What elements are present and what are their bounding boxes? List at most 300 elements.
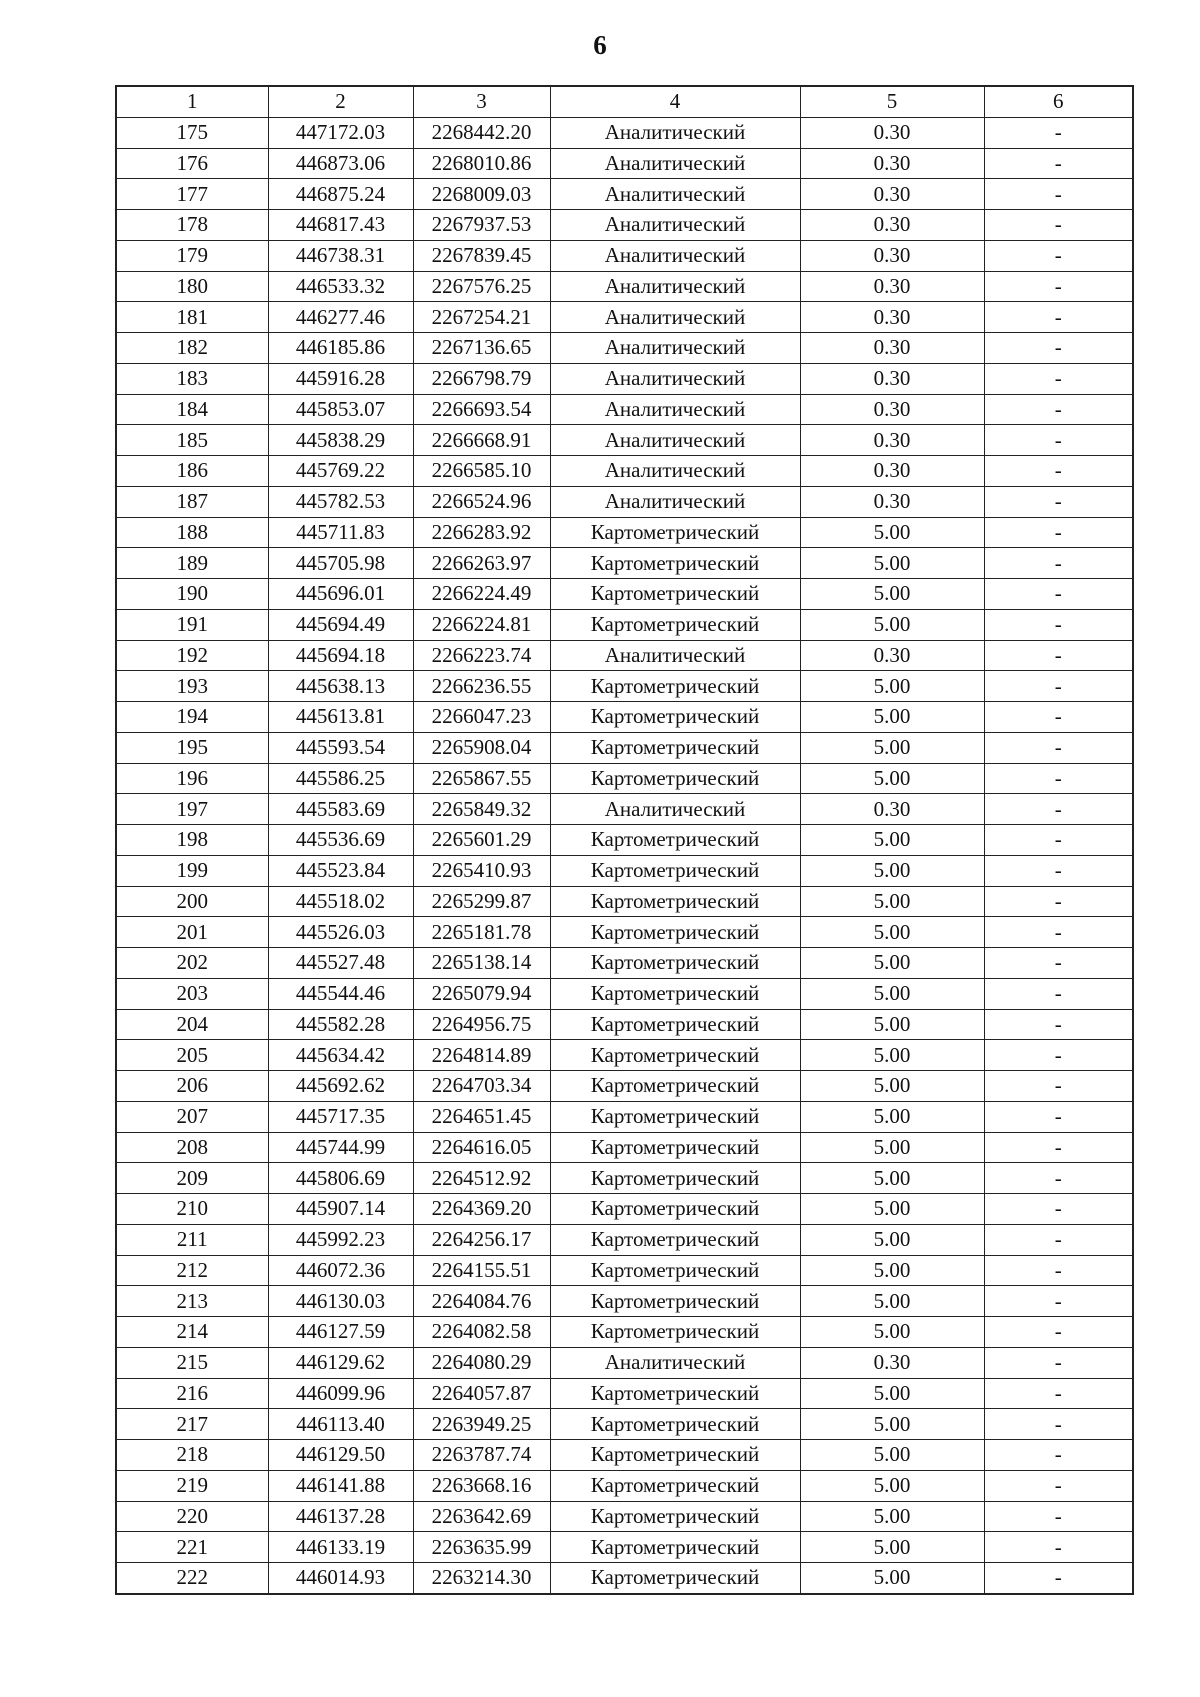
note-cell: -	[984, 1009, 1133, 1040]
accuracy-cell: 5.00	[800, 1224, 984, 1255]
table-row	[116, 1440, 1133, 1471]
y-coordinate-cell: 2263635.99	[413, 1532, 550, 1563]
x-coordinate-cell: 445694.18	[268, 640, 413, 671]
x-coordinate-cell: 445992.23	[268, 1224, 413, 1255]
note-cell: -	[984, 210, 1133, 241]
accuracy-cell: 0.30	[800, 148, 984, 179]
y-coordinate-cell: 2264369.20	[413, 1194, 550, 1225]
accuracy-cell: 0.30	[800, 240, 984, 271]
note-cell: -	[984, 1470, 1133, 1501]
column-header: 6	[984, 86, 1133, 117]
method-cell: Картометрический	[550, 671, 800, 702]
method-cell: Картометрический	[550, 1563, 800, 1594]
note-cell: -	[984, 333, 1133, 364]
table-row	[116, 271, 1133, 302]
x-coordinate-cell: 446129.50	[268, 1440, 413, 1471]
method-cell: Картометрический	[550, 855, 800, 886]
note-cell: -	[984, 1071, 1133, 1102]
x-coordinate-cell: 446129.62	[268, 1347, 413, 1378]
table-row	[116, 1563, 1133, 1594]
table-row	[116, 702, 1133, 733]
method-cell: Картометрический	[550, 1009, 800, 1040]
note-cell: -	[984, 117, 1133, 148]
point-number-cell: 175	[116, 117, 268, 148]
method-cell: Картометрический	[550, 1194, 800, 1225]
table-row	[116, 302, 1133, 333]
point-number-cell: 217	[116, 1409, 268, 1440]
note-cell: -	[984, 1224, 1133, 1255]
point-number-cell: 180	[116, 271, 268, 302]
point-number-cell: 209	[116, 1163, 268, 1194]
y-coordinate-cell: 2267576.25	[413, 271, 550, 302]
method-cell: Картометрический	[550, 1470, 800, 1501]
x-coordinate-cell: 446277.46	[268, 302, 413, 333]
y-coordinate-cell: 2264080.29	[413, 1347, 550, 1378]
note-cell: -	[984, 1378, 1133, 1409]
point-number-cell: 200	[116, 886, 268, 917]
point-number-cell: 185	[116, 425, 268, 456]
x-coordinate-cell: 445705.98	[268, 548, 413, 579]
note-cell: -	[984, 363, 1133, 394]
note-cell: -	[984, 886, 1133, 917]
method-cell: Аналитический	[550, 302, 800, 333]
point-number-cell: 221	[116, 1532, 268, 1563]
method-cell: Картометрический	[550, 948, 800, 979]
x-coordinate-cell: 445696.01	[268, 579, 413, 610]
x-coordinate-cell: 445838.29	[268, 425, 413, 456]
y-coordinate-cell: 2264703.34	[413, 1071, 550, 1102]
y-coordinate-cell: 2263787.74	[413, 1440, 550, 1471]
x-coordinate-cell: 445583.69	[268, 794, 413, 825]
x-coordinate-cell: 445526.03	[268, 917, 413, 948]
accuracy-cell: 5.00	[800, 1532, 984, 1563]
y-coordinate-cell: 2265601.29	[413, 825, 550, 856]
method-cell: Картометрический	[550, 1409, 800, 1440]
table-row	[116, 1255, 1133, 1286]
table-row	[116, 1317, 1133, 1348]
table-row	[116, 117, 1133, 148]
y-coordinate-cell: 2265299.87	[413, 886, 550, 917]
y-coordinate-cell: 2266283.92	[413, 517, 550, 548]
method-cell: Аналитический	[550, 179, 800, 210]
x-coordinate-cell: 445744.99	[268, 1132, 413, 1163]
point-number-cell: 199	[116, 855, 268, 886]
y-coordinate-cell: 2264155.51	[413, 1255, 550, 1286]
point-number-cell: 183	[116, 363, 268, 394]
point-number-cell: 218	[116, 1440, 268, 1471]
point-number-cell: 222	[116, 1563, 268, 1594]
x-coordinate-cell: 446014.93	[268, 1563, 413, 1594]
accuracy-cell: 5.00	[800, 517, 984, 548]
point-number-cell: 204	[116, 1009, 268, 1040]
point-number-cell: 197	[116, 794, 268, 825]
x-coordinate-cell: 445907.14	[268, 1194, 413, 1225]
point-number-cell: 187	[116, 486, 268, 517]
accuracy-cell: 5.00	[800, 1378, 984, 1409]
accuracy-cell: 5.00	[800, 1132, 984, 1163]
table-row	[116, 517, 1133, 548]
method-cell: Картометрический	[550, 886, 800, 917]
page-number: 6	[593, 30, 607, 60]
accuracy-cell: 0.30	[800, 179, 984, 210]
x-coordinate-cell: 445523.84	[268, 855, 413, 886]
accuracy-cell: 5.00	[800, 978, 984, 1009]
y-coordinate-cell: 2267839.45	[413, 240, 550, 271]
accuracy-cell: 5.00	[800, 1194, 984, 1225]
accuracy-cell: 5.00	[800, 1071, 984, 1102]
point-number-cell: 179	[116, 240, 268, 271]
column-header: 3	[413, 86, 550, 117]
x-coordinate-cell: 445711.83	[268, 517, 413, 548]
point-number-cell: 181	[116, 302, 268, 333]
method-cell: Аналитический	[550, 456, 800, 487]
method-cell: Картометрический	[550, 579, 800, 610]
point-number-cell: 208	[116, 1132, 268, 1163]
point-number-cell: 205	[116, 1040, 268, 1071]
method-cell: Картометрический	[550, 978, 800, 1009]
method-cell: Картометрический	[550, 702, 800, 733]
method-cell: Аналитический	[550, 210, 800, 241]
accuracy-cell: 0.30	[800, 425, 984, 456]
point-number-cell: 210	[116, 1194, 268, 1225]
accuracy-cell: 5.00	[800, 1440, 984, 1471]
accuracy-cell: 5.00	[800, 825, 984, 856]
y-coordinate-cell: 2268442.20	[413, 117, 550, 148]
note-cell: -	[984, 1163, 1133, 1194]
note-cell: -	[984, 732, 1133, 763]
table-row	[116, 333, 1133, 364]
x-coordinate-cell: 445586.25	[268, 763, 413, 794]
note-cell: -	[984, 240, 1133, 271]
method-cell: Аналитический	[550, 394, 800, 425]
accuracy-cell: 0.30	[800, 640, 984, 671]
point-number-cell: 214	[116, 1317, 268, 1348]
x-coordinate-cell: 446137.28	[268, 1501, 413, 1532]
method-cell: Аналитический	[550, 794, 800, 825]
method-cell: Картометрический	[550, 609, 800, 640]
point-number-cell: 189	[116, 548, 268, 579]
x-coordinate-cell: 445853.07	[268, 394, 413, 425]
note-cell: -	[984, 148, 1133, 179]
accuracy-cell: 0.30	[800, 117, 984, 148]
y-coordinate-cell: 2266223.74	[413, 640, 550, 671]
point-number-cell: 206	[116, 1071, 268, 1102]
y-coordinate-cell: 2266693.54	[413, 394, 550, 425]
method-cell: Картометрический	[550, 1440, 800, 1471]
method-cell: Картометрический	[550, 1163, 800, 1194]
accuracy-cell: 5.00	[800, 763, 984, 794]
x-coordinate-cell: 447172.03	[268, 117, 413, 148]
x-coordinate-cell: 445634.42	[268, 1040, 413, 1071]
accuracy-cell: 0.30	[800, 394, 984, 425]
table-row	[116, 1071, 1133, 1102]
point-number-cell: 211	[116, 1224, 268, 1255]
x-coordinate-cell: 446738.31	[268, 240, 413, 271]
note-cell: -	[984, 825, 1133, 856]
accuracy-cell: 0.30	[800, 210, 984, 241]
point-number-cell: 216	[116, 1378, 268, 1409]
table-row	[116, 240, 1133, 271]
point-number-cell: 186	[116, 456, 268, 487]
accuracy-cell: 0.30	[800, 333, 984, 364]
table-row	[116, 1194, 1133, 1225]
note-cell: -	[984, 1563, 1133, 1594]
table-row	[116, 579, 1133, 610]
method-cell: Аналитический	[550, 240, 800, 271]
note-cell: -	[984, 394, 1133, 425]
y-coordinate-cell: 2266263.97	[413, 548, 550, 579]
accuracy-cell: 5.00	[800, 671, 984, 702]
method-cell: Картометрический	[550, 1378, 800, 1409]
x-coordinate-cell: 446533.32	[268, 271, 413, 302]
accuracy-cell: 5.00	[800, 1101, 984, 1132]
accuracy-cell: 0.30	[800, 456, 984, 487]
method-cell: Картометрический	[550, 1286, 800, 1317]
method-cell: Картометрический	[550, 1317, 800, 1348]
y-coordinate-cell: 2267937.53	[413, 210, 550, 241]
table-row	[116, 456, 1133, 487]
table-row	[116, 1347, 1133, 1378]
note-cell: -	[984, 1440, 1133, 1471]
accuracy-cell: 0.30	[800, 302, 984, 333]
y-coordinate-cell: 2264084.76	[413, 1286, 550, 1317]
y-coordinate-cell: 2264082.58	[413, 1317, 550, 1348]
method-cell: Картометрический	[550, 517, 800, 548]
accuracy-cell: 0.30	[800, 794, 984, 825]
accuracy-cell: 5.00	[800, 609, 984, 640]
table-row	[116, 948, 1133, 979]
point-number-cell: 212	[116, 1255, 268, 1286]
accuracy-cell: 5.00	[800, 1563, 984, 1594]
y-coordinate-cell: 2266224.81	[413, 609, 550, 640]
table-row	[116, 1532, 1133, 1563]
x-coordinate-cell: 445527.48	[268, 948, 413, 979]
method-cell: Картометрический	[550, 1255, 800, 1286]
x-coordinate-cell: 445613.81	[268, 702, 413, 733]
y-coordinate-cell: 2263214.30	[413, 1563, 550, 1594]
accuracy-cell: 5.00	[800, 855, 984, 886]
x-coordinate-cell: 446873.06	[268, 148, 413, 179]
accuracy-cell: 5.00	[800, 1317, 984, 1348]
note-cell: -	[984, 855, 1133, 886]
table-row	[116, 1501, 1133, 1532]
point-number-cell: 207	[116, 1101, 268, 1132]
accuracy-cell: 5.00	[800, 1409, 984, 1440]
note-cell: -	[984, 548, 1133, 579]
x-coordinate-cell: 445582.28	[268, 1009, 413, 1040]
point-number-cell: 192	[116, 640, 268, 671]
method-cell: Картометрический	[550, 763, 800, 794]
y-coordinate-cell: 2266236.55	[413, 671, 550, 702]
y-coordinate-cell: 2268010.86	[413, 148, 550, 179]
table-row	[116, 548, 1133, 579]
note-cell: -	[984, 425, 1133, 456]
table-row	[116, 640, 1133, 671]
method-cell: Аналитический	[550, 425, 800, 456]
column-header: 4	[550, 86, 800, 117]
accuracy-cell: 0.30	[800, 271, 984, 302]
y-coordinate-cell: 2265867.55	[413, 763, 550, 794]
y-coordinate-cell: 2265181.78	[413, 917, 550, 948]
note-cell: -	[984, 1040, 1133, 1071]
table-row	[116, 1009, 1133, 1040]
y-coordinate-cell: 2263668.16	[413, 1470, 550, 1501]
y-coordinate-cell: 2266524.96	[413, 486, 550, 517]
x-coordinate-cell: 445638.13	[268, 671, 413, 702]
method-cell: Картометрический	[550, 1101, 800, 1132]
point-number-cell: 203	[116, 978, 268, 1009]
note-cell: -	[984, 978, 1133, 1009]
note-cell: -	[984, 1101, 1133, 1132]
point-number-cell: 198	[116, 825, 268, 856]
note-cell: -	[984, 579, 1133, 610]
y-coordinate-cell: 2264616.05	[413, 1132, 550, 1163]
x-coordinate-cell: 445806.69	[268, 1163, 413, 1194]
accuracy-cell: 5.00	[800, 732, 984, 763]
column-header: 2	[268, 86, 413, 117]
point-number-cell: 178	[116, 210, 268, 241]
table-row	[116, 1409, 1133, 1440]
table-row	[116, 978, 1133, 1009]
table-row	[116, 1163, 1133, 1194]
x-coordinate-cell: 445916.28	[268, 363, 413, 394]
note-cell: -	[984, 763, 1133, 794]
y-coordinate-cell: 2264651.45	[413, 1101, 550, 1132]
x-coordinate-cell: 445694.49	[268, 609, 413, 640]
table-row	[116, 917, 1133, 948]
point-number-cell: 213	[116, 1286, 268, 1317]
note-cell: -	[984, 1317, 1133, 1348]
accuracy-cell: 5.00	[800, 1009, 984, 1040]
table-row	[116, 179, 1133, 210]
note-cell: -	[984, 1194, 1133, 1225]
point-number-cell: 190	[116, 579, 268, 610]
method-cell: Картометрический	[550, 732, 800, 763]
method-cell: Картометрический	[550, 1040, 800, 1071]
x-coordinate-cell: 446099.96	[268, 1378, 413, 1409]
note-cell: -	[984, 1132, 1133, 1163]
method-cell: Аналитический	[550, 486, 800, 517]
method-cell: Картометрический	[550, 1501, 800, 1532]
y-coordinate-cell: 2266047.23	[413, 702, 550, 733]
note-cell: -	[984, 271, 1133, 302]
table-row	[116, 210, 1133, 241]
table-row	[116, 486, 1133, 517]
table-row	[116, 1470, 1133, 1501]
column-header: 1	[116, 86, 268, 117]
method-cell: Картометрический	[550, 1224, 800, 1255]
x-coordinate-cell: 446133.19	[268, 1532, 413, 1563]
table-row	[116, 394, 1133, 425]
table-body	[116, 117, 1133, 1594]
accuracy-cell: 5.00	[800, 548, 984, 579]
y-coordinate-cell: 2264256.17	[413, 1224, 550, 1255]
x-coordinate-cell: 446130.03	[268, 1286, 413, 1317]
accuracy-cell: 5.00	[800, 1255, 984, 1286]
method-cell: Аналитический	[550, 640, 800, 671]
point-number-cell: 194	[116, 702, 268, 733]
method-cell: Картометрический	[550, 1071, 800, 1102]
table-row	[116, 148, 1133, 179]
table-row	[116, 425, 1133, 456]
y-coordinate-cell: 2267254.21	[413, 302, 550, 333]
table-row	[116, 1224, 1133, 1255]
x-coordinate-cell: 446141.88	[268, 1470, 413, 1501]
accuracy-cell: 0.30	[800, 363, 984, 394]
table-row	[116, 1040, 1133, 1071]
point-number-cell: 196	[116, 763, 268, 794]
note-cell: -	[984, 1532, 1133, 1563]
table-row	[116, 1101, 1133, 1132]
x-coordinate-cell: 445544.46	[268, 978, 413, 1009]
method-cell: Аналитический	[550, 363, 800, 394]
point-number-cell: 193	[116, 671, 268, 702]
coordinates-table	[115, 85, 1134, 1595]
point-number-cell: 191	[116, 609, 268, 640]
note-cell: -	[984, 609, 1133, 640]
method-cell: Аналитический	[550, 333, 800, 364]
table-row	[116, 1132, 1133, 1163]
accuracy-cell: 5.00	[800, 917, 984, 948]
point-number-cell: 195	[116, 732, 268, 763]
note-cell: -	[984, 1501, 1133, 1532]
note-cell: -	[984, 917, 1133, 948]
table-row	[116, 855, 1133, 886]
note-cell: -	[984, 948, 1133, 979]
note-cell: -	[984, 640, 1133, 671]
y-coordinate-cell: 2266224.49	[413, 579, 550, 610]
accuracy-cell: 5.00	[800, 1501, 984, 1532]
table-row	[116, 609, 1133, 640]
x-coordinate-cell: 445717.35	[268, 1101, 413, 1132]
y-coordinate-cell: 2266798.79	[413, 363, 550, 394]
y-coordinate-cell: 2264956.75	[413, 1009, 550, 1040]
table-row	[116, 763, 1133, 794]
accuracy-cell: 5.00	[800, 948, 984, 979]
x-coordinate-cell: 445692.62	[268, 1071, 413, 1102]
point-number-cell: 201	[116, 917, 268, 948]
note-cell: -	[984, 702, 1133, 733]
note-cell: -	[984, 302, 1133, 333]
y-coordinate-cell: 2265079.94	[413, 978, 550, 1009]
table-row	[116, 732, 1133, 763]
column-header: 5	[800, 86, 984, 117]
accuracy-cell: 5.00	[800, 579, 984, 610]
method-cell: Аналитический	[550, 271, 800, 302]
note-cell: -	[984, 1286, 1133, 1317]
note-cell: -	[984, 1409, 1133, 1440]
x-coordinate-cell: 446875.24	[268, 179, 413, 210]
y-coordinate-cell: 2265138.14	[413, 948, 550, 979]
x-coordinate-cell: 446185.86	[268, 333, 413, 364]
table-row	[116, 825, 1133, 856]
table-row	[116, 671, 1133, 702]
method-cell: Аналитический	[550, 117, 800, 148]
x-coordinate-cell: 446127.59	[268, 1317, 413, 1348]
y-coordinate-cell: 2265410.93	[413, 855, 550, 886]
note-cell: -	[984, 794, 1133, 825]
accuracy-cell: 5.00	[800, 702, 984, 733]
y-coordinate-cell: 2263642.69	[413, 1501, 550, 1532]
y-coordinate-cell: 2265908.04	[413, 732, 550, 763]
method-cell: Аналитический	[550, 1347, 800, 1378]
table-row	[116, 1378, 1133, 1409]
point-number-cell: 188	[116, 517, 268, 548]
accuracy-cell: 5.00	[800, 1040, 984, 1071]
note-cell: -	[984, 517, 1133, 548]
y-coordinate-cell: 2266585.10	[413, 456, 550, 487]
method-cell: Картометрический	[550, 1532, 800, 1563]
